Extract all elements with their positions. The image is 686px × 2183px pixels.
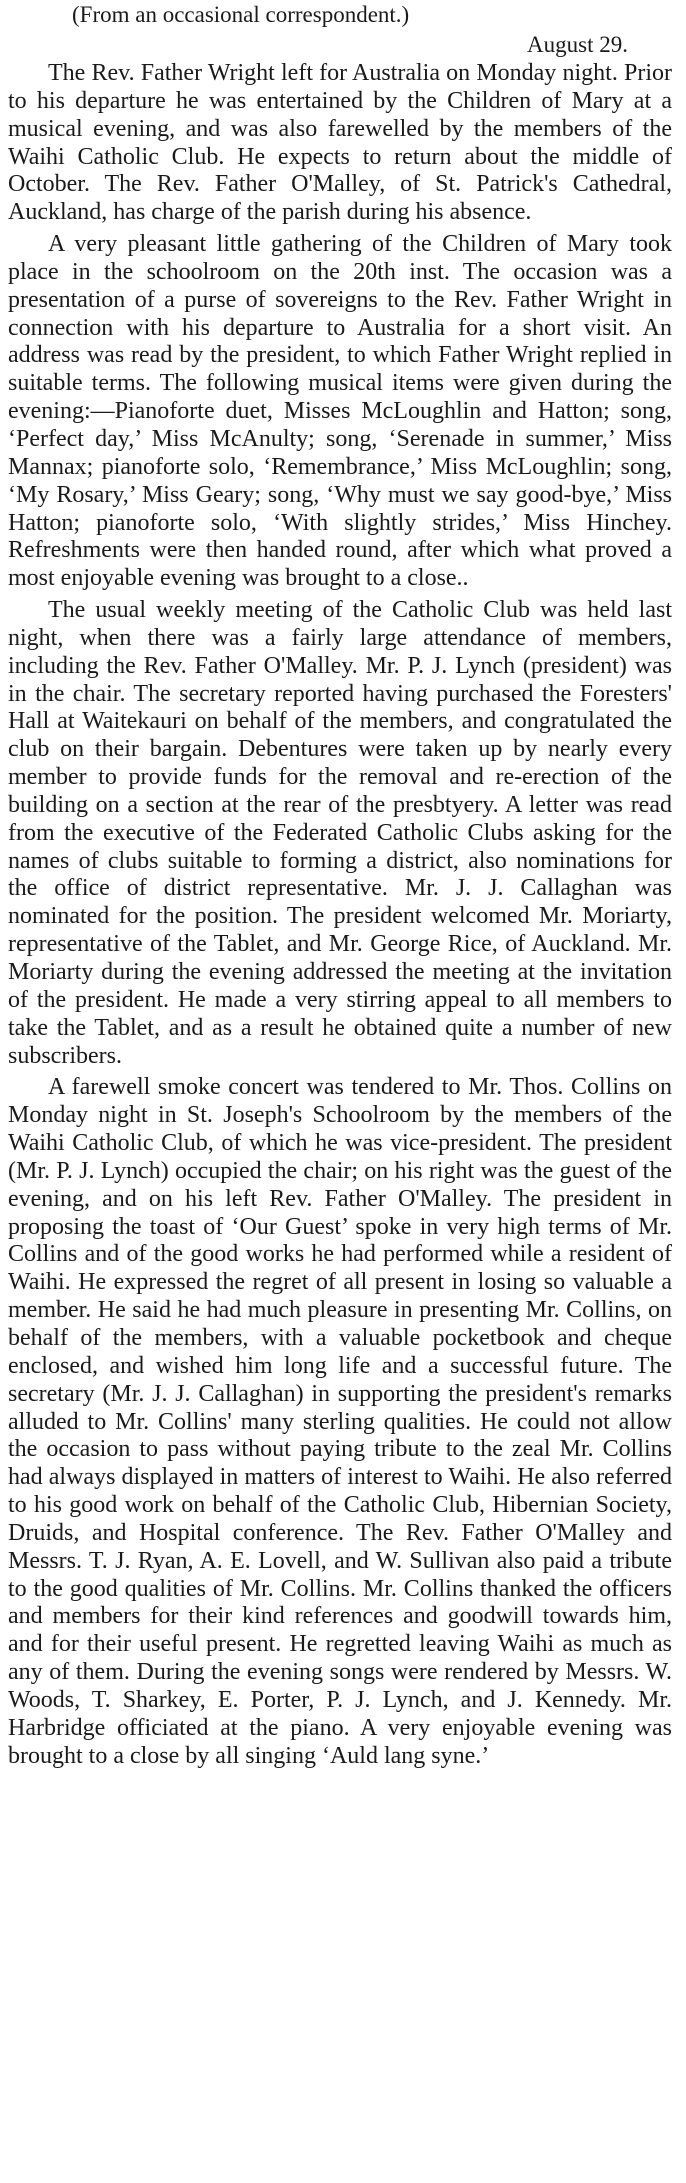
paragraph-catholic-club-meeting: The usual weekly meeting of the Catholic Club was held last night, when there was a fairly large attendance of members, including the Rev. Father O'Malley. Mr. P. J. Lynch (president) was in the chair. The secretary reported having purchased the Foresters' Hall at Waitekauri on behalf of the members, and congratulated the club on their bargain. Debentures were taken up by nearly every member to provide funds for the removal and re-erection of the building on a section at the rear of the presbtyery. A letter was read from the executive of the Federated Catholic Clubs asking for the names of clubs suitable to forming a district, also nominations for the office of district representative. Mr. J. J. Callaghan was nominated for the position. The president welcomed Mr. Moriarty, representative of the Tablet, and Mr. George Rice, of Auckland. Mr. Moriarty during the evening addressed the meeting at the invitation of the president. He made a very stirring appeal to all members to take the Tablet, and as a result he obtained quite a number of new subscribers. (8, 597, 672, 1069)
paragraph-smoke-concert: A farewell smoke concert was tendered to Mr. Thos. Collins on Monday night in St. Joseph's Schoolroom by the members of the Waihi Catholic Club, of which he was vice-president. The president (Mr. P. J. Lynch) occupied the chair; on his right was the guest of the evening, and on his left Rev. Father O'Malley. The president in proposing the toast of ‘Our Guest’ spoke in very high terms of Mr. Collins and of the good works he had performed while a resident of Waihi. He expressed the regret of all present in losing so valuable a member. He said he had much pleasure in presenting Mr. Collins, on behalf of the members, with a valuable pocketbook and cheque enclosed, and wished him long life and a successful future. The secretary (Mr. J. J. Callaghan) in supporting the president's remarks alluded to Mr. Collins' many sterling qualities. He could not allow the occasion to pass without paying tribute to the zeal Mr. Collins had always displayed in matters of interest to Waihi. He also referred to his good work on behalf of the Catholic Club, Hibernian Society, Druids, and Hospital conference. The Rev. Father O'Malley and Messrs. T. J. Ryan, A. E. Lovell, and W. Sullivan also paid a tribute to the good qualities of Mr. Collins. Mr. Collins thanked the officers and members for their kind references and goodwill towards him, and for their useful present. He regretted leaving Waihi as much as any of them. During the evening songs were rendered by Messrs. W. Woods, T. Sharkey, E. Porter, P. J. Lynch, and J. Kennedy. Mr. Harbridge officiated at the piano. A very enjoyable evening was brought to a close by all singing ‘Auld lang syne.’ (8, 1074, 672, 1769)
paragraph-children-of-mary: A very pleasant little gathering of the Children of Mary took place in the schoolroom on the 20th inst. The occasion was a presentation of a purse of sovereigns to the Rev. Father Wright in connection with his departure to Australia for a short visit. An address was read by the president, to which Father Wright replied in suitable terms. The following musical items were given during the evening:—Pianoforte duet, Misses McLoughlin and Hatton; song, ‘Perfect day,’ Miss McAnulty; song, ‘Serenade in summer,’ Miss Mannax; pianoforte solo, ‘Remembrance,’ Miss McLoughlin; song, ‘My Rosary,’ Miss Geary; song, ‘Why must we say good-bye,’ Miss Hatton; pianoforte solo, ‘With slightly strides,’ Miss Hinchey. Refreshments were then handed round, after which what proved a most enjoyable evening was brought to a close.. (8, 231, 672, 592)
article-subtitle: (From an occasional correspondent.) (72, 2, 410, 27)
article-column (8, 0, 672, 1770)
article-date: August 29. (527, 32, 628, 57)
paragraph-departure: The Rev. Father Wright left for Australia on Monday night. Prior to his departure he was entertained by the Children of Mary at a musical evening, and was also farewelled by the members of the Waihi Catholic Club. He expects to return about the middle of October. The Rev. Father O'Malley, of St. Patrick's Cathedral, Auckland, has charge of the parish during his absence. (8, 60, 672, 226)
